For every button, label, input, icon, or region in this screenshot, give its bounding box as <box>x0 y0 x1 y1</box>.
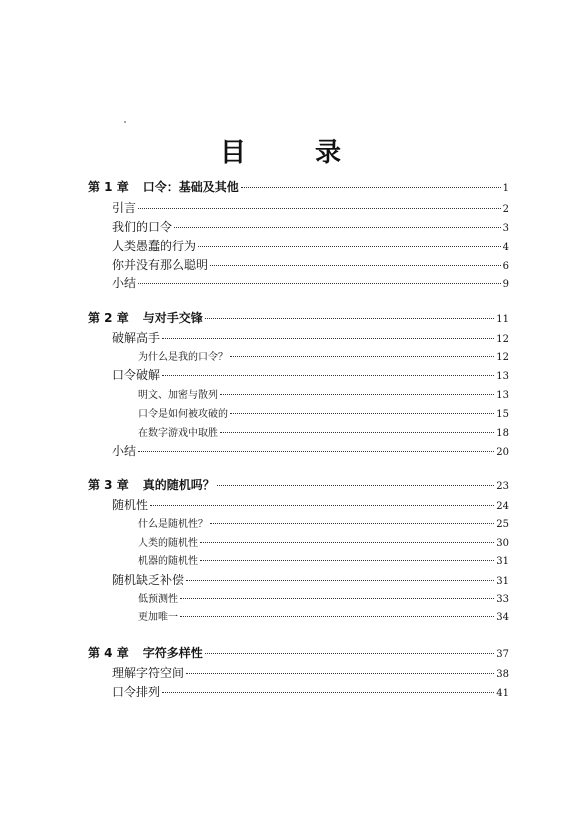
toc-subsection[interactable] <box>138 590 509 605</box>
toc-chapter-3[interactable] <box>88 476 509 493</box>
page-number: 6 <box>502 261 509 272</box>
toc-section[interactable] <box>112 366 509 383</box>
page-number: 15 <box>496 409 509 420</box>
toc-section[interactable] <box>112 496 509 513</box>
page-number: 18 <box>496 428 509 439</box>
toc-section[interactable] <box>112 442 509 459</box>
page-number: 34 <box>496 612 509 623</box>
toc-section[interactable] <box>112 256 509 273</box>
section-title: 口令破解 <box>112 368 161 382</box>
page-number: 37 <box>496 649 509 660</box>
dot-leader <box>198 246 501 247</box>
toc-section[interactable] <box>112 218 509 235</box>
chapter-title: 与对手交锋 <box>142 311 203 325</box>
section-title: 人类愚蠢的行为 <box>112 239 197 253</box>
toc-subsection[interactable] <box>138 552 509 567</box>
dot-leader <box>205 318 495 319</box>
page-number: 12 <box>496 352 509 363</box>
page-title: 目 录 <box>219 138 372 168</box>
toc-section[interactable] <box>112 329 509 346</box>
page-number: 13 <box>496 390 509 401</box>
dot-leader <box>205 653 495 654</box>
section-title: 你并没有那么聪明 <box>112 258 209 272</box>
dot-leader <box>200 542 494 543</box>
chapter-number: 第 3 章 <box>88 478 129 492</box>
subsection-title: 为什么是我的口令？ <box>138 352 228 363</box>
chapter-number: 第 4 章 <box>88 646 129 660</box>
dot-leader <box>162 692 494 693</box>
page-number: 38 <box>496 669 509 680</box>
section-title: 随机缺乏补偿 <box>112 573 185 587</box>
dot-leader <box>210 265 501 266</box>
toc-subsection[interactable] <box>138 424 509 439</box>
dot-leader <box>162 338 494 339</box>
dot-leader <box>220 394 494 395</box>
subsection-title: 人类的随机性 <box>138 538 198 549</box>
section-title: 随机性 <box>112 498 149 512</box>
dot-leader <box>138 451 494 452</box>
page-number: 23 <box>496 481 509 492</box>
chapter-label <box>88 476 215 493</box>
page-number: 2 <box>502 204 509 215</box>
subsection-title: 什么是随机性？ <box>138 519 208 530</box>
subsection-title: 低预测性 <box>138 594 178 605</box>
chapter-number: 第 1 章 <box>88 180 129 194</box>
section-title: 我们的口令 <box>112 220 173 234</box>
page-number: 11 <box>496 314 509 325</box>
scan-speck <box>124 121 126 123</box>
subsection-title: 机器的随机性 <box>138 556 198 567</box>
dot-leader <box>150 505 494 506</box>
toc-subsection[interactable] <box>138 534 509 549</box>
section-title: 理解字符空间 <box>112 666 185 680</box>
toc-section[interactable] <box>112 664 509 681</box>
toc-section[interactable] <box>112 571 509 588</box>
page-number: 12 <box>496 334 509 345</box>
toc-chapter-1[interactable] <box>88 178 509 195</box>
subsection-title: 口令是如何被攻破的 <box>138 409 228 420</box>
toc-subsection[interactable] <box>138 386 509 401</box>
dot-leader <box>210 523 494 524</box>
dot-leader <box>180 616 494 617</box>
toc-section[interactable] <box>112 274 509 291</box>
toc-subsection[interactable] <box>138 405 509 420</box>
dot-leader <box>180 598 494 599</box>
dot-leader <box>217 485 495 486</box>
page-number: 41 <box>496 688 509 699</box>
toc-section[interactable] <box>112 683 509 700</box>
chapter-title: 字符多样性 <box>142 646 203 660</box>
dot-leader <box>186 580 494 581</box>
page-number: 33 <box>496 594 509 605</box>
dot-leader <box>200 560 494 561</box>
section-title: 小结 <box>112 444 137 458</box>
dot-leader <box>230 356 494 357</box>
page-number: 25 <box>496 519 509 530</box>
dot-leader <box>230 413 494 414</box>
dot-leader <box>138 283 501 284</box>
dot-leader <box>138 208 501 209</box>
page-number: 31 <box>496 556 509 567</box>
subsection-title: 更加唯一 <box>138 612 178 623</box>
dot-leader <box>174 227 501 228</box>
page-number: 4 <box>502 242 509 253</box>
chapter-label <box>88 644 203 661</box>
page-number: 31 <box>496 576 509 587</box>
page-number: 3 <box>502 223 509 234</box>
section-title: 引言 <box>112 201 137 215</box>
toc-subsection[interactable] <box>138 348 509 363</box>
page-number: 24 <box>496 501 509 512</box>
chapter-label <box>88 178 239 195</box>
page-number: 13 <box>496 371 509 382</box>
chapter-title: 口令：基础及其他 <box>142 180 239 194</box>
dot-leader <box>241 187 501 188</box>
page-number: 20 <box>496 447 509 458</box>
subsection-title: 明文、加密与散列 <box>138 390 218 401</box>
dot-leader <box>186 673 494 674</box>
section-title: 破解高手 <box>112 331 161 345</box>
page-number: 1 <box>502 183 509 194</box>
chapter-title: 真的随机吗？ <box>142 478 215 492</box>
dot-leader <box>220 432 494 433</box>
section-title: 口令排列 <box>112 685 161 699</box>
page-number: 30 <box>496 538 509 549</box>
toc-section[interactable] <box>112 237 509 254</box>
section-title: 小结 <box>112 276 137 290</box>
chapter-number: 第 2 章 <box>88 311 129 325</box>
toc-chapter-4[interactable] <box>88 644 509 661</box>
toc-subsection[interactable] <box>138 515 509 530</box>
chapter-label <box>88 309 203 326</box>
toc-subsection[interactable] <box>138 608 509 623</box>
toc-chapter-2[interactable] <box>88 309 509 326</box>
toc-section[interactable] <box>112 199 509 216</box>
page-number: 9 <box>502 279 509 290</box>
dot-leader <box>162 375 494 376</box>
subsection-title: 在数字游戏中取胜 <box>138 428 218 439</box>
